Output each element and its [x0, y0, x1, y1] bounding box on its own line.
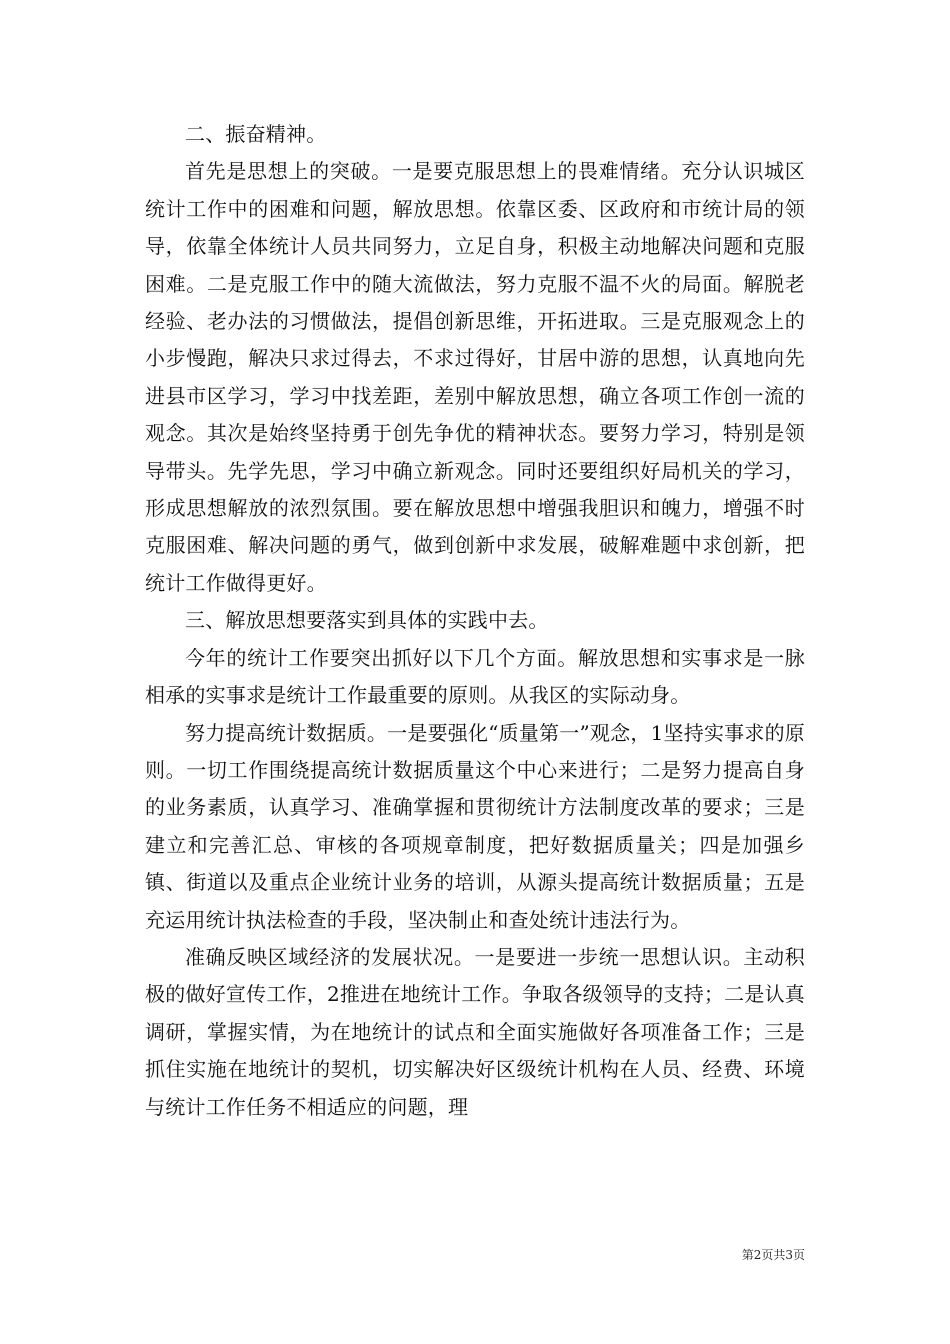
section-heading-2: 二、振奋精神。	[185, 122, 327, 146]
document-body	[145, 116, 805, 1126]
section-heading-3: 三、解放思想要落实到具体的实践中去。	[185, 608, 549, 633]
paragraph-regional-economy: 准确反映区域经济的发展状况。一是要进一步统一思想认识。主动积极的做好宣传工作，2推进在地统计工作。争取各级领导的支持；二是认真调研，掌握实情，为在地统计的试点和全面实施做好各项准备工作；三是抓住实施在地统计的契机，切实解决好区级统计机构在人员、经费、环境与统计工作任务不相适应的问题，理	[145, 944, 805, 1119]
paragraph-ideological-breakthrough: 首先是思想上的突破。一是要克服思想上的畏难情绪。充分认识城区统计工作中的困难和问题，解放思想。依靠区委、区政府和市统计局的领导，依靠全体统计人员共同努力，立足自身，积极主动地解决问题和克服困难。二是克服工作中的随大流做法，努力克服不温不火的局面。解脱老经验、老办法的习惯做法，提倡创新思维，开拓进取。三是克服观念上的小步慢跑，解决只求过得去，不求过得好，甘居中游的思想，认真地向先进县市区学习，学习中找差距，差别中解放思想，确立各项工作创一流的观念。其次是始终坚持勇于创先争优的精神状态。要努力学习，特别是领导带头。先学先思，学习中确立新观念。同时还要组织好局机关的学习，形成思想解放的浓烈氛围。要在解放思想中增强我胆识和魄力，增强不时克服困难、解决问题的勇气，做到创新中求发展，破解难题中求创新，把统计工作做得更好。	[145, 159, 805, 595]
paragraph-data-quality: 努力提高统计数据质。一是要强化“质量第一”观念，1坚持实事求的原则。一切工作围绕提高统计数据质量这个中心来进行；二是努力提高自身的业务素质，认真学习、准确掌握和贯彻统计方法制度改革的要求；三是建立和完善汇总、审核的各项规章制度，把好数据质量关；四是加强乡镇、街道以及重点企业统计业务的培训，从源头提高统计数据质量；五是充运用统计执法检查的手段，坚决制止和查处统计违法行为。	[145, 720, 805, 932]
page-number-footer: 第2页共3页	[741, 1248, 805, 1262]
paragraph-this-year-work: 今年的统计工作要突出抓好以下几个方面。解放思想和实事求是一脉相承的实事求是统计工作最重要的原则。从我区的实际动身。	[145, 645, 805, 708]
